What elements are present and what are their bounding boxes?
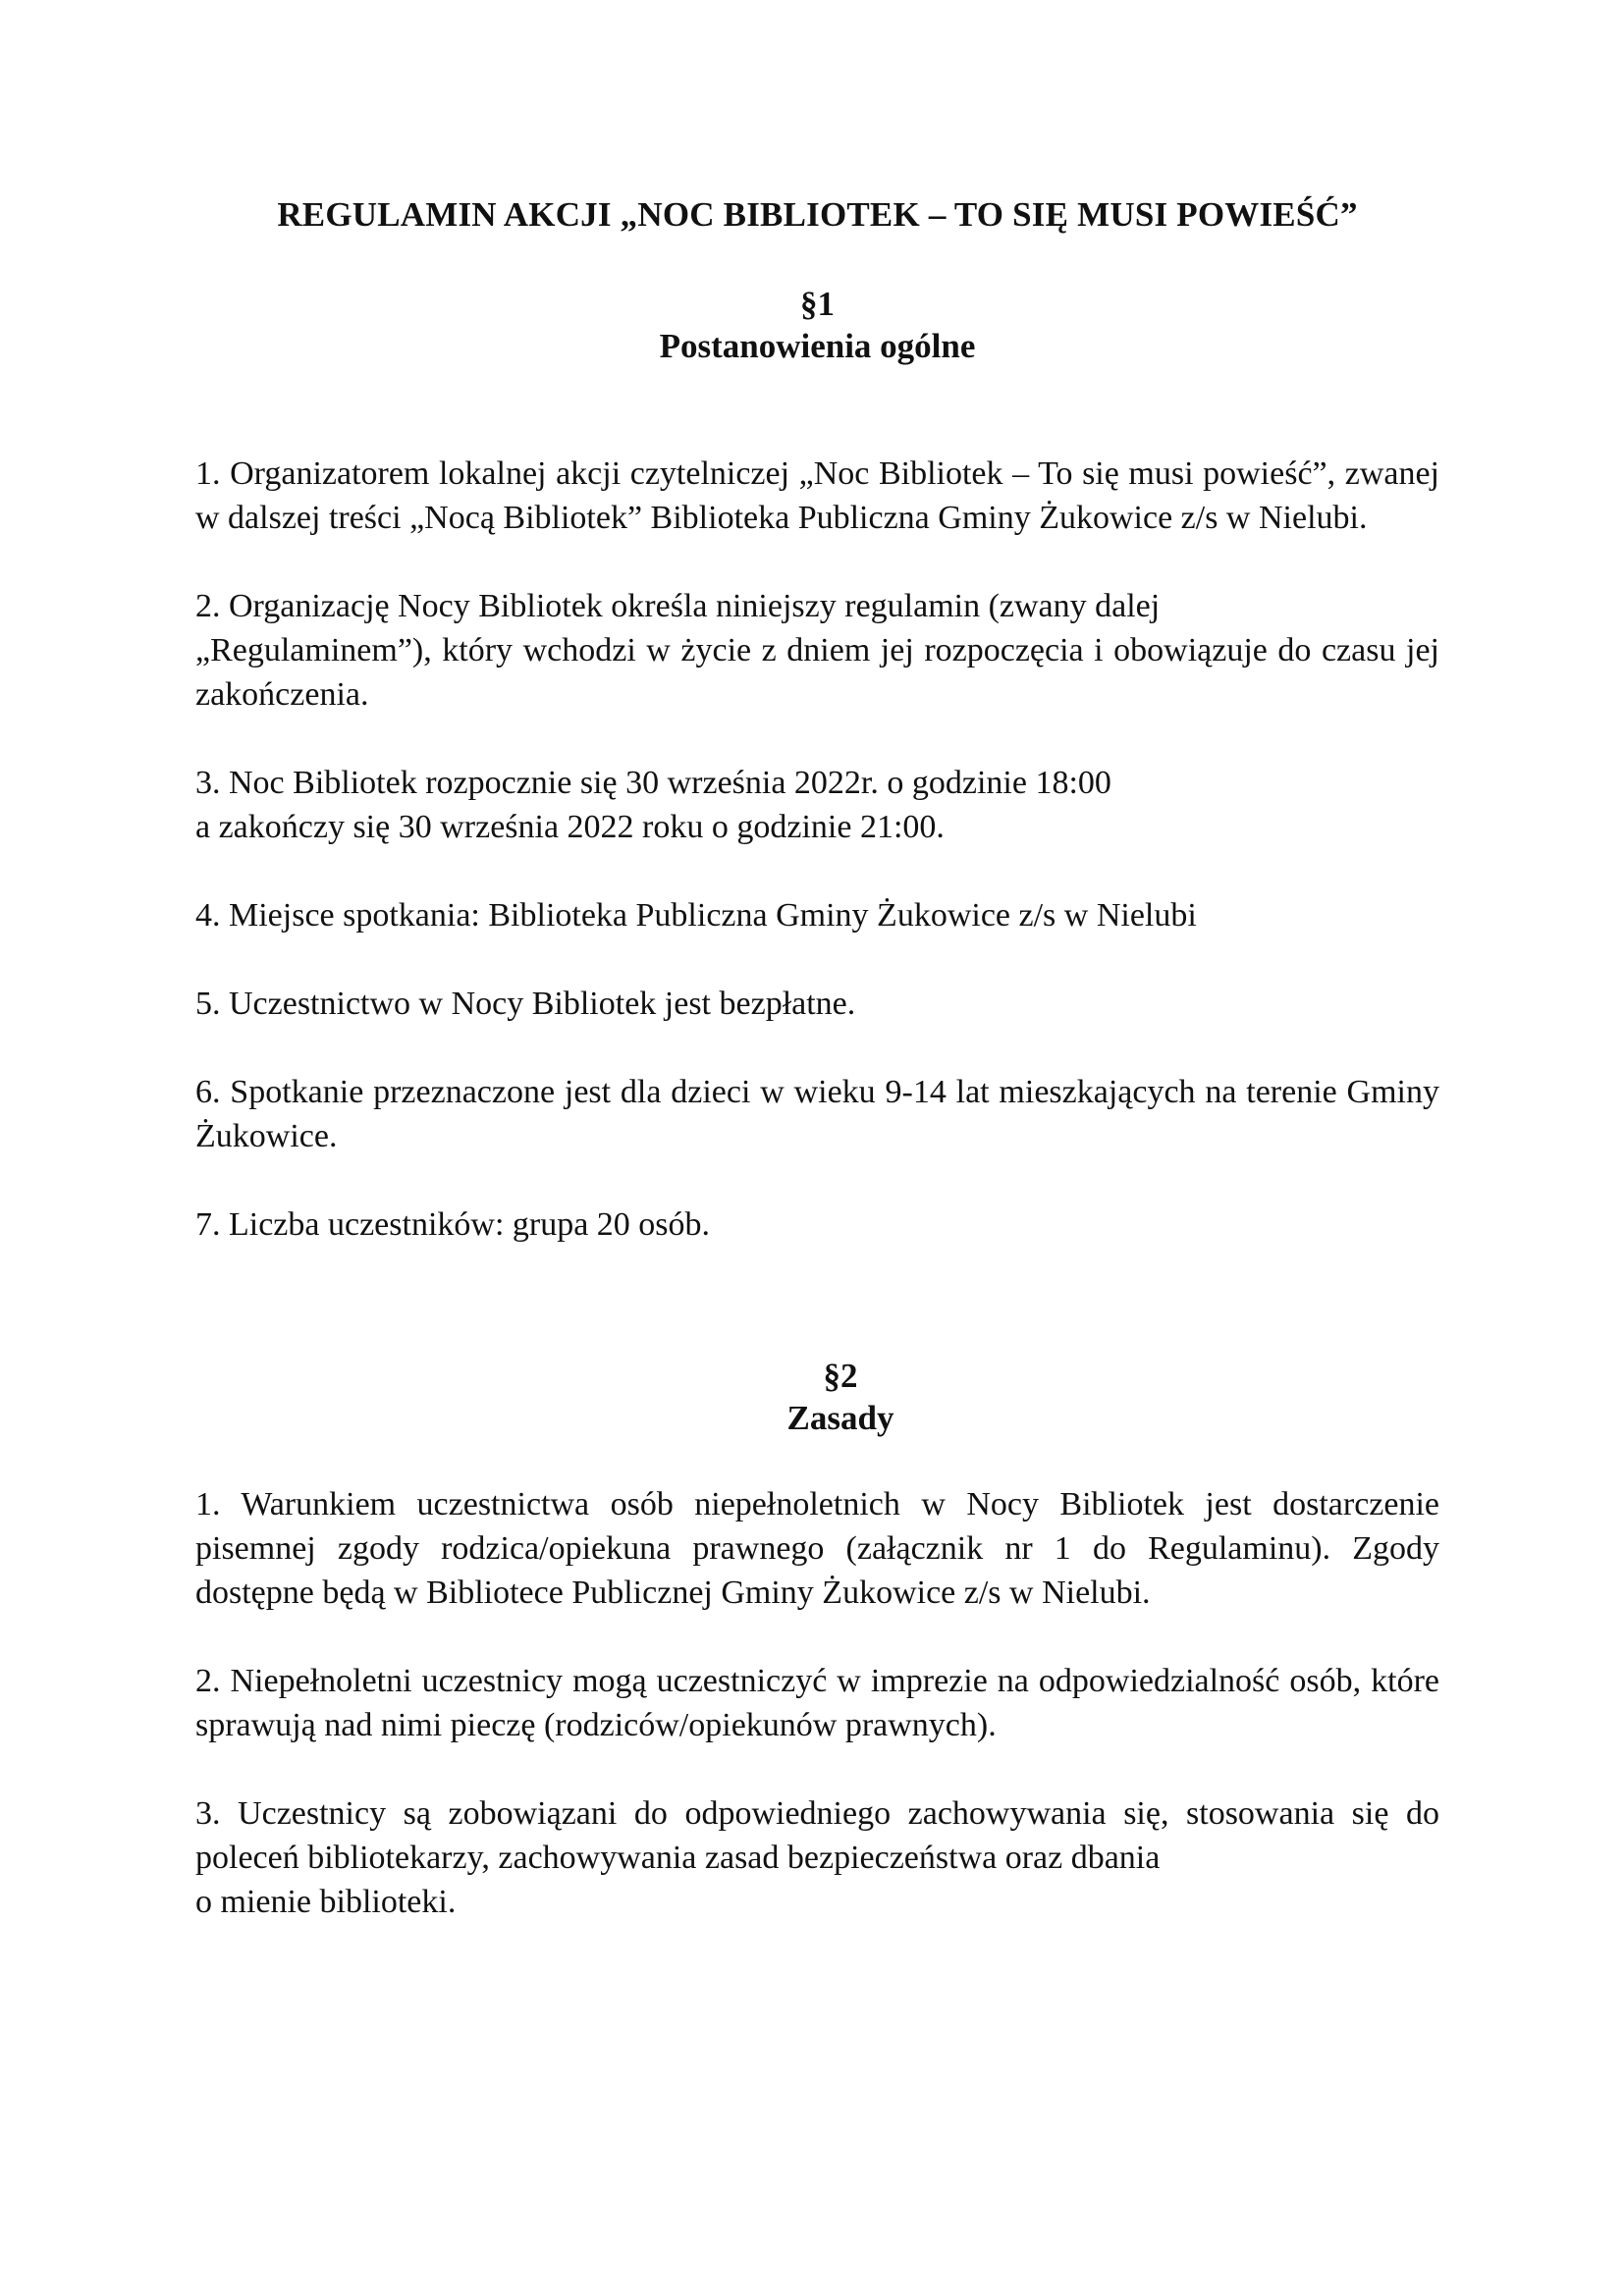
- section-1-header: [195, 283, 1439, 367]
- section-1-item-1: 1. Organizatorem lokalnej akcji czytelniczej „Noc Bibliotek – To się musi powieść”, zwanej w dalszej treści „Nocą Bibliotek” Biblioteka Publiczna Gminy Żukowice z/s w Nielubi.: [195, 455, 1439, 536]
- section-2-item-1: 1. Warunkiem uczestnictwa osób niepełnoletnich w Nocy Bibliotek jest dostarczenie pisemnej zgody rodzica/opiekuna prawnego (załącznik nr 1 do Regulaminu). Zgody dostępne będą w Bibliotece Publicznej Gminy Żukowice z/s w Nielubi.: [195, 1486, 1439, 1611]
- section-2-list: [195, 1482, 1439, 1924]
- section-2-name: Zasady: [786, 1399, 894, 1437]
- section-2-number: §2: [823, 1357, 858, 1395]
- section-1-number: §1: [800, 285, 835, 323]
- section-1-item-7: 7. Liczba uczestników: grupa 20 osób.: [195, 1206, 711, 1243]
- document-content: [195, 192, 1439, 1924]
- section-2-item-2: 2. Niepełnoletni uczestnicy mogą uczestniczyć w imprezie na odpowiedzialność osób, które sprawują nad nimi pieczę (rodziców/opiekunów prawnych).: [195, 1663, 1439, 1743]
- document-title: REGULAMIN AKCJI „NOC BIBLIOTEK – TO SIĘ MUSI POWIEŚĆ”: [277, 195, 1358, 234]
- section-1-item-6: 6. Spotkanie przeznaczone jest dla dzieci w wieku 9-14 lat mieszkających na terenie Gminy Żukowice.: [195, 1074, 1439, 1154]
- section-1-item-3: 3. Noc Bibliotek rozpocznie się 30 września 2022r. o godzinie 18:00 a zakończy się 30 września 2022 roku o godzinie 21:00.: [195, 765, 1111, 845]
- section-1-name: Postanowienia ogólne: [659, 327, 976, 365]
- section-2-header: [195, 1355, 1439, 1439]
- section-2-item-3: 3. Uczestnicy są zobowiązani do odpowiedniego zachowywania się, stosowania się do poleceń bibliotekarzy, zachowywania zasad bezpieczeństwa oraz dbania o mienie biblioteki.: [195, 1795, 1439, 1920]
- section-1-item-5: 5. Uczestnictwo w Nocy Bibliotek jest bezpłatne.: [195, 986, 856, 1022]
- section-1-item-4: 4. Miejsce spotkania: Biblioteka Publiczna Gminy Żukowice z/s w Nielubi: [195, 897, 1197, 934]
- section-1-item-2: 2. Organizację Nocy Bibliotek określa niniejszy regulamin (zwany dalej „Regulaminem”), który wchodzi w życie z dniem jej rozpoczęcia i obowiązuje do czasu jej zakończenia.: [195, 588, 1439, 713]
- section-1-list: [195, 452, 1439, 1247]
